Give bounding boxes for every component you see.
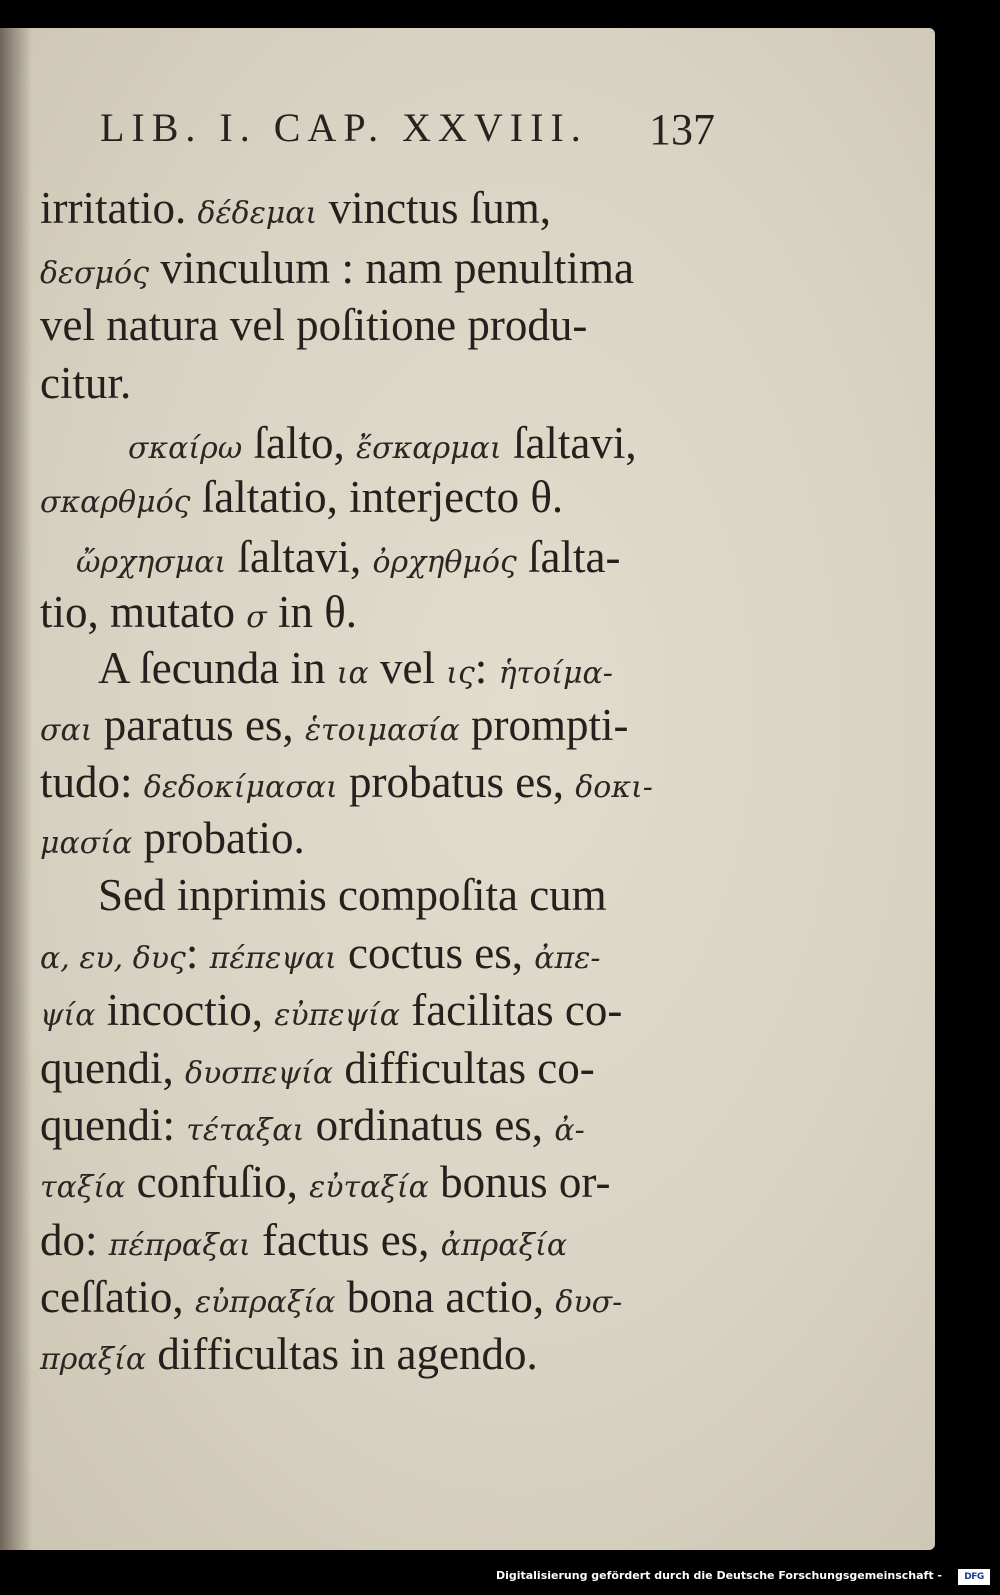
greek-word: α, ευ, δυς bbox=[40, 941, 186, 976]
latin-text: difficultas co- bbox=[333, 1043, 595, 1093]
text-line bbox=[40, 1329, 538, 1379]
text-line bbox=[40, 1215, 568, 1265]
text-line bbox=[40, 813, 305, 863]
greek-word: ἀπε- bbox=[534, 941, 601, 976]
text-line bbox=[40, 700, 629, 750]
latin-text: ſaltavi, bbox=[501, 418, 637, 468]
latin-text: do: bbox=[40, 1215, 109, 1265]
running-head-title: LIB. I. CAP. XXVIII. bbox=[100, 105, 588, 150]
latin-text: quendi: bbox=[40, 1100, 187, 1150]
latin-text: citur. bbox=[40, 358, 132, 408]
text-line bbox=[40, 472, 564, 522]
latin-text: ceſſatio, bbox=[40, 1272, 195, 1322]
running-head bbox=[100, 104, 715, 164]
greek-word: ἑτοιμασία bbox=[304, 713, 460, 748]
greek-word: τέταξαι bbox=[186, 1113, 305, 1148]
latin-text: : bbox=[185, 928, 210, 978]
greek-word: σκαίρω bbox=[128, 431, 243, 466]
text-line bbox=[98, 870, 607, 920]
latin-text: coctus es, bbox=[336, 928, 535, 978]
greek-word: ταξία bbox=[40, 1170, 126, 1205]
text-line bbox=[40, 1043, 595, 1093]
greek-word: πέπεψαι bbox=[209, 941, 337, 976]
latin-text: ſaltatio, interjecto θ. bbox=[190, 472, 564, 522]
greek-word: εὐπραξία bbox=[194, 1285, 336, 1320]
text-line bbox=[40, 985, 623, 1035]
greek-word: ψία bbox=[40, 998, 96, 1033]
greek-word: ἔσκαρμαι bbox=[356, 431, 502, 466]
greek-word: ὀρχηθμός bbox=[372, 545, 517, 580]
text-line bbox=[98, 643, 613, 693]
latin-text: : bbox=[474, 643, 499, 693]
page-gutter-shadow bbox=[0, 28, 32, 1550]
latin-text: incoctio, bbox=[95, 985, 275, 1035]
greek-word: δεσμός bbox=[40, 256, 149, 291]
text-line bbox=[40, 243, 634, 293]
latin-text: A ſecunda in bbox=[98, 643, 337, 693]
greek-word: ἀ- bbox=[554, 1113, 585, 1148]
latin-text: paratus es, bbox=[92, 700, 305, 750]
greek-word: ια bbox=[336, 656, 369, 691]
latin-text: tudo: bbox=[40, 757, 144, 807]
latin-text: probatus es, bbox=[337, 757, 576, 807]
latin-text: bonus or- bbox=[428, 1157, 611, 1207]
greek-word: δεδοκίμασαι bbox=[143, 770, 338, 805]
greek-word: μασία bbox=[40, 826, 133, 861]
greek-word: ὤρχησμαι bbox=[76, 545, 227, 580]
greek-word: δυσπεψία bbox=[184, 1056, 334, 1091]
greek-word: σ bbox=[246, 600, 267, 635]
latin-text: prompti- bbox=[459, 700, 629, 750]
text-line bbox=[40, 757, 653, 807]
latin-text: facilitas co- bbox=[399, 985, 623, 1035]
book-page bbox=[0, 28, 935, 1550]
dfg-logo: DFG bbox=[958, 1569, 990, 1585]
greek-word: ἡτοίμα- bbox=[498, 656, 613, 691]
text-line bbox=[40, 183, 552, 233]
greek-word: δοκι- bbox=[575, 770, 653, 805]
latin-text: tio, mutato bbox=[40, 587, 247, 637]
latin-text: confuſio, bbox=[125, 1157, 310, 1207]
latin-text: ſalto, bbox=[242, 418, 357, 468]
latin-text: ſalta- bbox=[516, 532, 621, 582]
text-line bbox=[40, 358, 132, 408]
greek-word: εὐπεψία bbox=[274, 998, 400, 1033]
latin-text: ſaltavi, bbox=[226, 532, 373, 582]
latin-text: factus es, bbox=[250, 1215, 441, 1265]
latin-text: quendi, bbox=[40, 1043, 185, 1093]
greek-word: δέδεμαι bbox=[197, 196, 318, 231]
greek-word: σαι bbox=[40, 713, 93, 748]
latin-text: Sed inprimis compoſita cum bbox=[98, 870, 607, 920]
text-line bbox=[40, 300, 588, 350]
latin-text: vel bbox=[368, 643, 447, 693]
greek-word: ἀπραξία bbox=[440, 1228, 568, 1263]
latin-text: bona actio, bbox=[335, 1272, 556, 1322]
latin-text: probatio. bbox=[132, 813, 305, 863]
text-line bbox=[76, 532, 621, 582]
text-line bbox=[40, 928, 601, 978]
latin-text: vinculum : nam penultima bbox=[149, 243, 634, 293]
page-number: 137 bbox=[649, 105, 715, 154]
greek-word: πραξία bbox=[40, 1342, 147, 1377]
text-line bbox=[40, 1272, 623, 1322]
latin-text: vel natura vel poſitione produ- bbox=[40, 300, 588, 350]
text-line bbox=[40, 1100, 585, 1150]
greek-word: πέπραξαι bbox=[108, 1228, 251, 1263]
latin-text: in θ. bbox=[266, 587, 358, 637]
greek-word: δυσ- bbox=[555, 1285, 623, 1320]
latin-text: vinctus ſum, bbox=[317, 183, 552, 233]
greek-word: σκαρθμός bbox=[40, 485, 191, 520]
latin-text: irritatio. bbox=[40, 183, 198, 233]
text-line bbox=[40, 587, 358, 637]
digitization-credit: Digitalisierung gefördert durch die Deutsche Forschungsgemeinschaft - bbox=[495, 1568, 942, 1582]
greek-word: εὐταξία bbox=[309, 1170, 429, 1205]
latin-text: ordinatus es, bbox=[304, 1100, 555, 1150]
latin-text: difficultas in agendo. bbox=[146, 1329, 538, 1379]
greek-word: ις bbox=[446, 656, 475, 691]
text-line bbox=[40, 1157, 611, 1207]
text-line bbox=[128, 418, 637, 468]
